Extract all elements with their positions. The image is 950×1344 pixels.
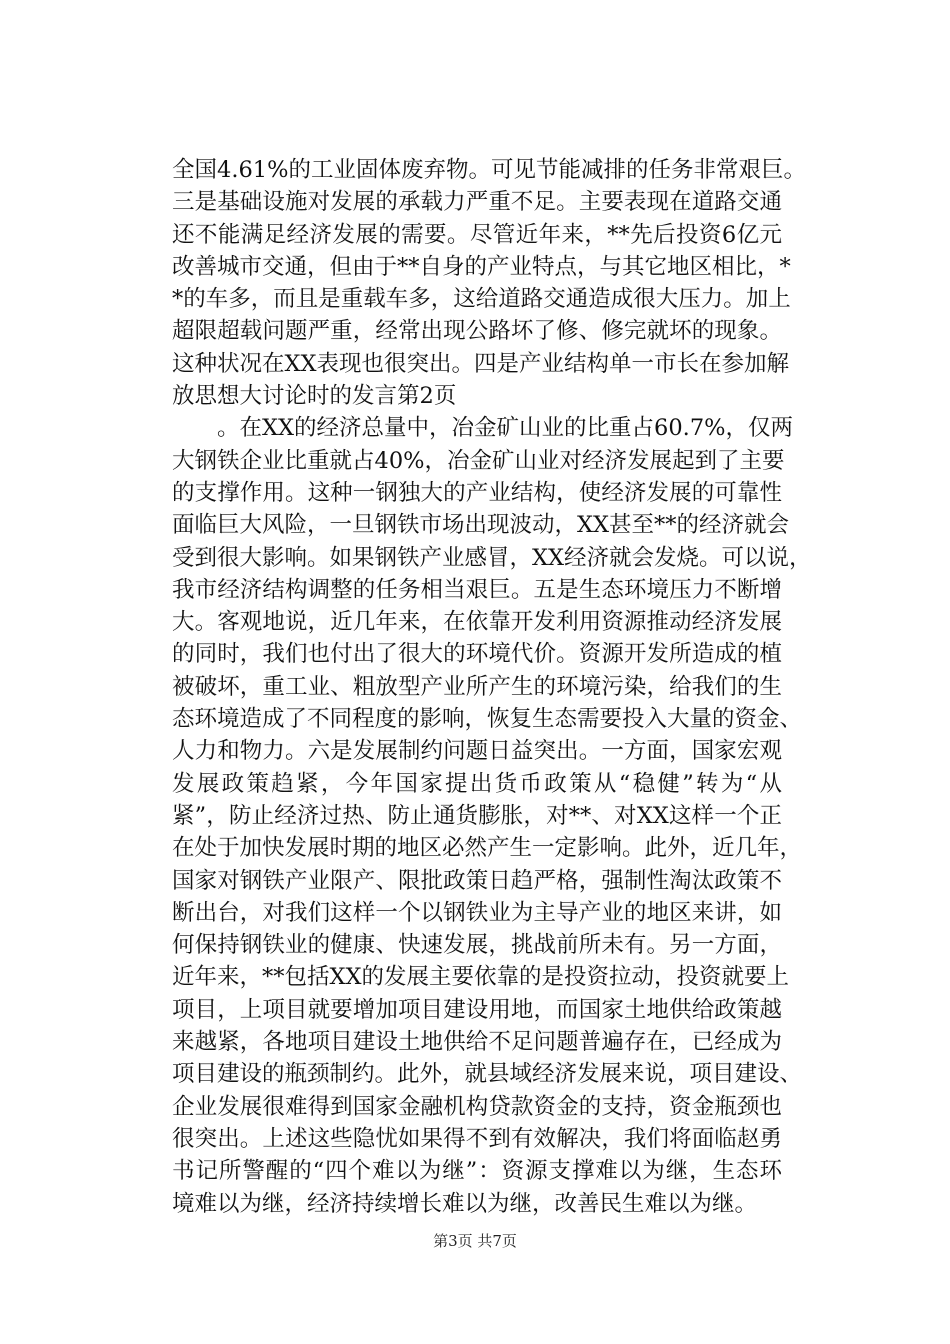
text-line: 的支撑作用。这种一钢独大的产业结构，使经济发展的可靠性 (172, 479, 782, 506)
text-line: 全国4.61%的工业固体废弃物。可见节能减排的任务非常艰巨。 (172, 157, 806, 183)
text-line: 受到很大影响。如果钢铁产业感冒，XX经济就会发烧。可以说， (172, 544, 812, 571)
text-line: 近年来，**包括XX的发展主要依靠的是投资拉动，投资就要上 (172, 964, 790, 991)
text-line: 放思想大讨论时的发言第2页 (172, 383, 457, 410)
text-line: 的同时，我们也付出了很大的环境代价。资源开发所造成的植 (172, 641, 782, 668)
text-line: 断出台，对我们这样一个以钢铁业为主导产业的地区来讲，如 (172, 899, 782, 926)
text-line: 大。客观地说，近几年来，在依靠开发利用资源推动经济发展 (172, 609, 782, 636)
body-text (172, 154, 812, 1220)
text-line: 紧”，防止经济过热、防止通货膨胀，对**、对XX这样一个正 (172, 802, 782, 829)
text-line: 面临巨大风险，一旦钢铁市场出现波动，XX甚至**的经济就会 (172, 512, 790, 539)
text-line: 被破坏，重工业、粗放型产业所产生的环境污染，给我们的生 (172, 673, 782, 700)
text-line: 很突出。上述这些隐忧如果得不到有效解决，我们将面临赵勇 (172, 1125, 782, 1152)
text-line: 境难以为继，经济持续增长难以为继，改善民生难以为继。 (172, 1190, 758, 1217)
text-line: 超限超载问题严重，经常出现公路坏了修、修完就坏的现象。 (172, 318, 782, 345)
text-line: 何保持钢铁业的健康、快速发展，挑战前所未有。另一方面， (172, 932, 782, 959)
text-line: 。在XX的经济总量中，冶金矿山业的比重占60.7%，仅两 (172, 415, 794, 442)
text-line: 发展政策趋紧，今年国家提出货币政策从“稳健”转为“从 (172, 770, 782, 797)
page-footer: 第3页 共7页 (433, 1232, 517, 1250)
text-line: 这种状况在XX表现也很突出。四是产业结构单一市长在参加解 (172, 350, 790, 377)
text-line: 书记所警醒的“四个难以为继”：资源支撑难以为继，生态环 (172, 1158, 782, 1185)
text-line: 我市经济结构调整的任务相当艰巨。五是生态环境压力不断增 (172, 576, 782, 603)
text-line: 企业发展很难得到国家金融机构贷款资金的支持，资金瓶颈也 (172, 1093, 782, 1120)
text-line: 在处于加快发展时期的地区必然产生一定影响。此外，近几年， (172, 835, 803, 862)
text-line: 还不能满足经济发展的需要。尽管近年来，**先后投资6亿元 (172, 221, 782, 248)
text-line: 来越紧，各地项目建设土地供给不足问题普遍存在，已经成为 (172, 1029, 782, 1056)
text-line: 国家对钢铁产业限产、限批政策日趋严格，强制性淘汰政策不 (172, 867, 782, 894)
text-line: *的车多，而且是重载车多，这给道路交通造成很大压力。加上 (172, 286, 791, 313)
text-line: 项目，上项目就要增加项目建设用地，而国家土地供给政策越 (172, 996, 782, 1023)
text-line: 改善城市交通，但由于**自身的产业特点，与其它地区相比，* (172, 253, 791, 280)
text-line: 项目建设的瓶颈制约。此外，就县域经济发展来说，项目建设、 (172, 1061, 803, 1088)
text-line: 大钢铁企业比重就占40%，冶金矿山业对经济发展起到了主要 (172, 447, 785, 474)
text-line: 三是基础设施对发展的承载力严重不足。主要表现在道路交通 (172, 189, 782, 216)
text-line: 态环境造成了不同程度的影响，恢复生态需要投入大量的资金、 (172, 706, 803, 733)
text-line: 人力和物力。六是发展制约问题日益突出。一方面，国家宏观 (172, 738, 782, 765)
